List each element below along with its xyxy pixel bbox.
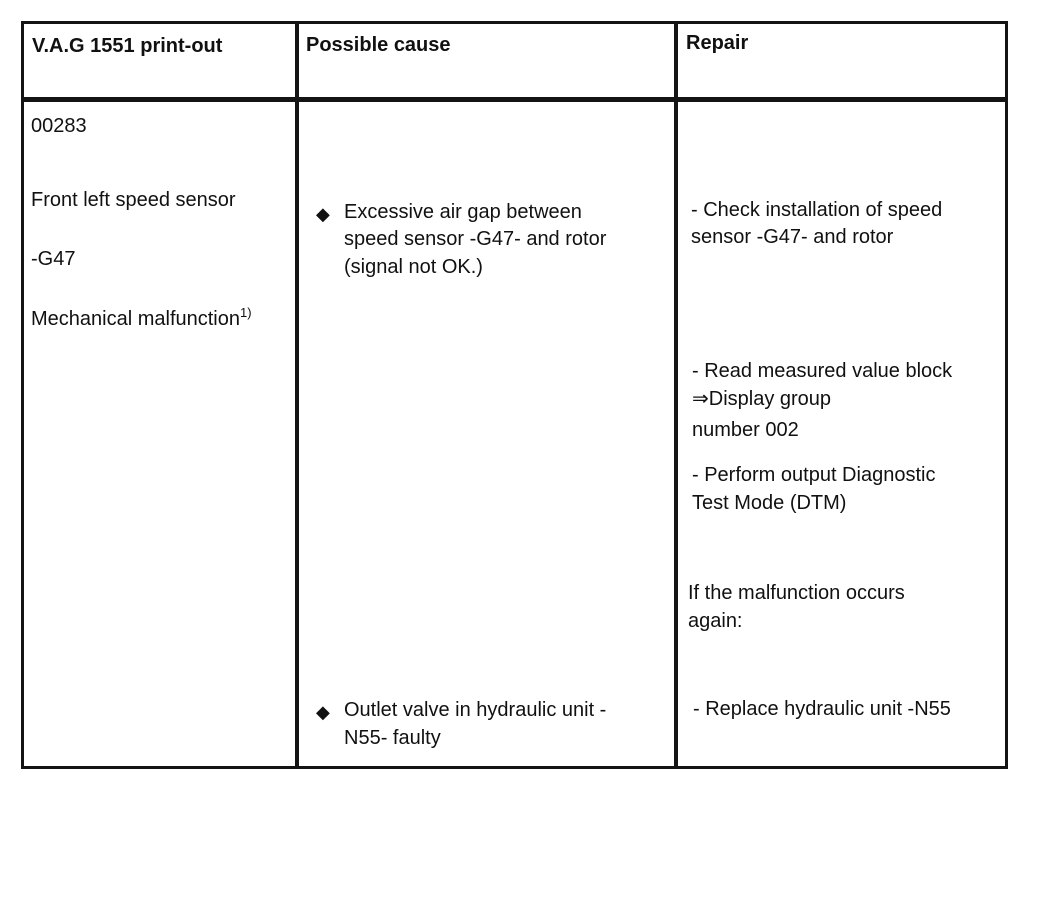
repair-replace-unit: - Replace hydraulic unit -N55	[693, 698, 951, 720]
header-row-divider	[21, 97, 1008, 102]
component-id: -G47	[31, 248, 76, 270]
cause-2-line-2: N55- faulty	[344, 727, 441, 749]
footnote-marker: 1)	[240, 305, 252, 320]
diamond-bullet-icon: ◆	[316, 702, 330, 722]
right-arrow-icon: ⇒	[692, 388, 709, 410]
header-repair: Repair	[686, 32, 749, 54]
header-printout: V.A.G 1551 print-out	[32, 35, 223, 57]
cause-1-line-3: (signal not OK.)	[344, 256, 483, 278]
diamond-bullet-icon: ◆	[316, 204, 330, 224]
repair-read-block-line-1: - Read measured value block	[692, 360, 953, 382]
header-possible-cause: Possible cause	[306, 34, 451, 56]
column-divider-1	[295, 21, 299, 769]
repair-check-line-1: - Check installation of speed	[691, 199, 943, 221]
cause-2-line-1: Outlet valve in hydraulic unit -	[344, 699, 607, 721]
repair-read-block-line-3: number 002	[692, 419, 799, 441]
column-divider-2	[674, 21, 678, 769]
fault-type-text: Mechanical malfunction	[31, 308, 240, 330]
cause-1-line-2: speed sensor -G47- and rotor	[344, 228, 607, 250]
repair-if-again-line-2: again:	[688, 610, 743, 632]
repair-dtm-line-2: Test Mode (DTM)	[692, 492, 847, 514]
repair-check-line-2: sensor -G47- and rotor	[691, 226, 894, 248]
component-name: Front left speed sensor	[31, 189, 236, 211]
repair-dtm-line-1: - Perform output Diagnostic	[692, 464, 936, 486]
cause-1-line-1: Excessive air gap between	[344, 201, 582, 223]
fault-type	[31, 305, 252, 333]
fault-code: 00283	[31, 115, 87, 137]
repair-if-again-line-1: If the malfunction occurs	[688, 582, 905, 604]
display-group-text: Display group	[708, 388, 832, 410]
table-border	[21, 21, 1008, 769]
repair-read-block-line-2	[692, 385, 831, 413]
